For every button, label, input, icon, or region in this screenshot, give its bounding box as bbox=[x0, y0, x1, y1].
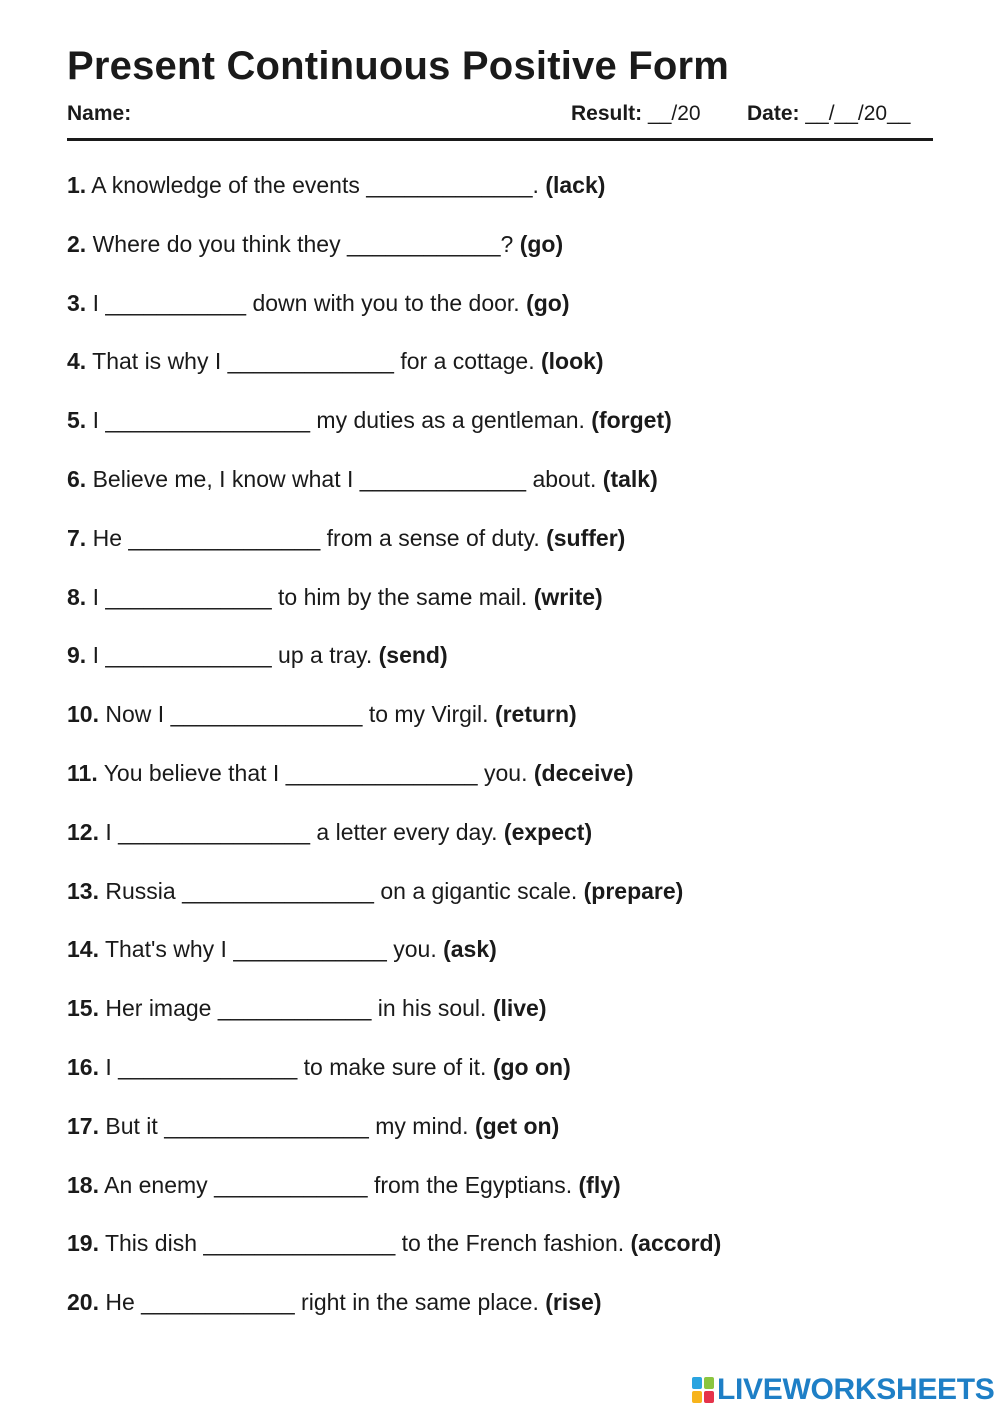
question-text-before: But it bbox=[98, 1112, 165, 1139]
answer-blank[interactable]: _____________ bbox=[227, 348, 394, 375]
verb-hint: (ask) bbox=[443, 936, 497, 963]
answer-blank[interactable]: _______________ bbox=[118, 818, 311, 845]
verb-hint: (fly) bbox=[578, 1171, 621, 1198]
question-text-after: on a gigantic scale. bbox=[373, 877, 584, 904]
question-text-after: you. bbox=[477, 759, 534, 786]
answer-blank[interactable]: _______________ bbox=[285, 759, 478, 786]
question-item bbox=[67, 934, 947, 993]
question-text-before: You believe that I bbox=[97, 759, 286, 786]
liveworksheets-logo-icon bbox=[692, 1377, 714, 1403]
question-text-before: I bbox=[86, 407, 106, 434]
question-item bbox=[67, 229, 947, 288]
question-item bbox=[67, 346, 947, 405]
question-item bbox=[67, 405, 947, 464]
question-item bbox=[67, 1170, 947, 1229]
question-number: 17. bbox=[67, 1112, 99, 1139]
question-text-after: ? bbox=[500, 230, 520, 257]
question-item bbox=[67, 993, 947, 1052]
question-text-after: for a cottage. bbox=[393, 348, 541, 375]
answer-blank[interactable]: _______________ bbox=[170, 701, 363, 728]
question-item bbox=[67, 170, 947, 229]
question-item bbox=[67, 1052, 947, 1111]
answer-blank[interactable]: ____________ bbox=[233, 936, 387, 963]
question-number: 1. bbox=[67, 172, 87, 198]
question-number: 6. bbox=[67, 465, 87, 492]
question-text-before: Where do you think they bbox=[86, 230, 347, 257]
question-text-after: to him by the same mail. bbox=[271, 583, 534, 610]
date-value: __/__/20__ bbox=[805, 102, 911, 125]
verb-hint: (expect) bbox=[503, 818, 593, 845]
result-value: __/20 bbox=[648, 102, 701, 125]
question-text-after: about. bbox=[526, 465, 603, 492]
question-text-before: I bbox=[98, 1053, 119, 1080]
verb-hint: (accord) bbox=[630, 1230, 722, 1257]
question-text-before: Russia bbox=[98, 877, 183, 904]
answer-blank[interactable]: ____________ bbox=[217, 995, 372, 1022]
question-number: 2. bbox=[67, 230, 87, 257]
verb-hint: (deceive) bbox=[533, 759, 634, 786]
question-number: 4. bbox=[67, 348, 87, 375]
question-item bbox=[67, 523, 947, 582]
verb-hint: (prepare) bbox=[583, 877, 684, 904]
question-item bbox=[67, 817, 947, 876]
question-text-before: That is why I bbox=[86, 348, 228, 375]
question-number: 14. bbox=[67, 936, 99, 963]
question-text-before: He bbox=[86, 524, 129, 551]
question-text-after: from the Egyptians. bbox=[367, 1171, 579, 1198]
question-list bbox=[67, 170, 947, 1346]
answer-blank[interactable]: ____________ bbox=[347, 230, 501, 257]
question-number: 3. bbox=[67, 289, 87, 316]
question-text-before: I bbox=[86, 642, 106, 669]
question-text-before: I bbox=[98, 818, 119, 845]
verb-hint: (write) bbox=[533, 583, 603, 610]
question-text-after: down with you to the door. bbox=[246, 289, 527, 316]
verb-hint: (rise) bbox=[545, 1289, 602, 1316]
question-text-after: . bbox=[532, 172, 546, 198]
question-number: 12. bbox=[67, 818, 99, 845]
liveworksheets-logo bbox=[692, 1373, 995, 1407]
question-number: 15. bbox=[67, 995, 99, 1022]
verb-hint: (suffer) bbox=[546, 524, 626, 551]
verb-hint: (forget) bbox=[591, 407, 672, 434]
verb-hint: (get on) bbox=[474, 1112, 560, 1139]
answer-blank[interactable]: _____________ bbox=[366, 172, 533, 198]
question-text-after: a letter every day. bbox=[310, 818, 504, 845]
question-text-before: I bbox=[86, 289, 106, 316]
question-text-after: to make sure of it. bbox=[297, 1053, 493, 1080]
worksheet-header bbox=[67, 102, 933, 130]
verb-hint: (go) bbox=[526, 289, 570, 316]
question-number: 20. bbox=[67, 1289, 99, 1316]
question-item bbox=[67, 640, 947, 699]
question-number: 18. bbox=[67, 1171, 99, 1198]
verb-hint: (live) bbox=[492, 995, 547, 1022]
verb-hint: (return) bbox=[494, 701, 577, 728]
question-number: 16. bbox=[67, 1053, 99, 1080]
question-number: 13. bbox=[67, 877, 99, 904]
question-item bbox=[67, 699, 947, 758]
question-text-after: from a sense of duty. bbox=[320, 524, 547, 551]
question-item bbox=[67, 464, 947, 523]
answer-blank[interactable]: _______________ bbox=[182, 877, 374, 904]
question-number: 19. bbox=[67, 1230, 99, 1257]
question-number: 8. bbox=[67, 583, 87, 610]
question-text-before: Believe me, I know what I bbox=[86, 465, 360, 492]
question-text-after: you. bbox=[386, 936, 444, 963]
question-item bbox=[67, 1111, 947, 1170]
verb-hint: (talk) bbox=[602, 465, 658, 492]
header-divider bbox=[67, 138, 933, 141]
question-item bbox=[67, 758, 947, 817]
date-label: Date: bbox=[747, 102, 800, 125]
verb-hint: (go) bbox=[519, 230, 564, 257]
question-text-after: my duties as a gentleman. bbox=[310, 407, 592, 434]
question-text-after: to my Virgil. bbox=[362, 701, 495, 728]
question-text-before: Now I bbox=[98, 701, 171, 728]
answer-blank[interactable]: _______________ bbox=[128, 524, 321, 551]
question-text-after: up a tray. bbox=[271, 642, 379, 669]
page-title: Present Continuous Positive Form bbox=[67, 44, 730, 88]
answer-blank[interactable]: _____________ bbox=[105, 642, 272, 669]
answer-blank[interactable]: _______________ bbox=[203, 1230, 396, 1257]
name-label: Name: bbox=[67, 102, 132, 125]
verb-hint: (send) bbox=[378, 642, 448, 669]
question-text-before: A knowledge of the events bbox=[86, 172, 367, 198]
question-item bbox=[67, 1228, 947, 1287]
answer-blank[interactable]: ________________ bbox=[105, 407, 311, 434]
question-text-before: Her image bbox=[98, 995, 218, 1022]
question-number: 10. bbox=[67, 701, 99, 728]
question-text-before: I bbox=[86, 583, 106, 610]
question-number: 9. bbox=[67, 642, 87, 669]
question-text-after: to the French fashion. bbox=[395, 1230, 631, 1257]
question-number: 7. bbox=[67, 524, 87, 551]
question-number: 5. bbox=[67, 407, 87, 434]
question-item bbox=[67, 288, 947, 347]
answer-blank[interactable]: ______________ bbox=[118, 1053, 298, 1080]
logo-text: LIVEWORKSHEETS bbox=[717, 1373, 995, 1406]
result-field bbox=[571, 102, 701, 126]
answer-blank[interactable]: _____________ bbox=[105, 583, 272, 610]
answer-blank[interactable]: ___________ bbox=[105, 289, 247, 316]
answer-blank[interactable]: _____________ bbox=[359, 465, 527, 492]
answer-blank[interactable]: ____________ bbox=[141, 1289, 295, 1316]
question-text-after: in his soul. bbox=[371, 995, 493, 1022]
question-text-before: This dish bbox=[98, 1230, 204, 1257]
verb-hint: (lack) bbox=[545, 172, 606, 198]
verb-hint: (go on) bbox=[492, 1053, 571, 1080]
answer-blank[interactable]: ________________ bbox=[164, 1112, 369, 1139]
verb-hint: (look) bbox=[540, 348, 604, 375]
question-number: 11. bbox=[67, 759, 98, 786]
question-text-after: my mind. bbox=[368, 1112, 475, 1139]
question-item bbox=[67, 582, 947, 641]
answer-blank[interactable]: ____________ bbox=[214, 1171, 368, 1198]
date-field bbox=[747, 102, 910, 126]
result-label: Result: bbox=[571, 102, 643, 125]
question-text-before: That's why I bbox=[98, 936, 234, 963]
question-item bbox=[67, 1287, 947, 1346]
question-item bbox=[67, 876, 947, 935]
question-text-before: He bbox=[98, 1289, 142, 1316]
question-text-before: An enemy bbox=[98, 1171, 215, 1198]
question-text-after: right in the same place. bbox=[294, 1289, 546, 1316]
